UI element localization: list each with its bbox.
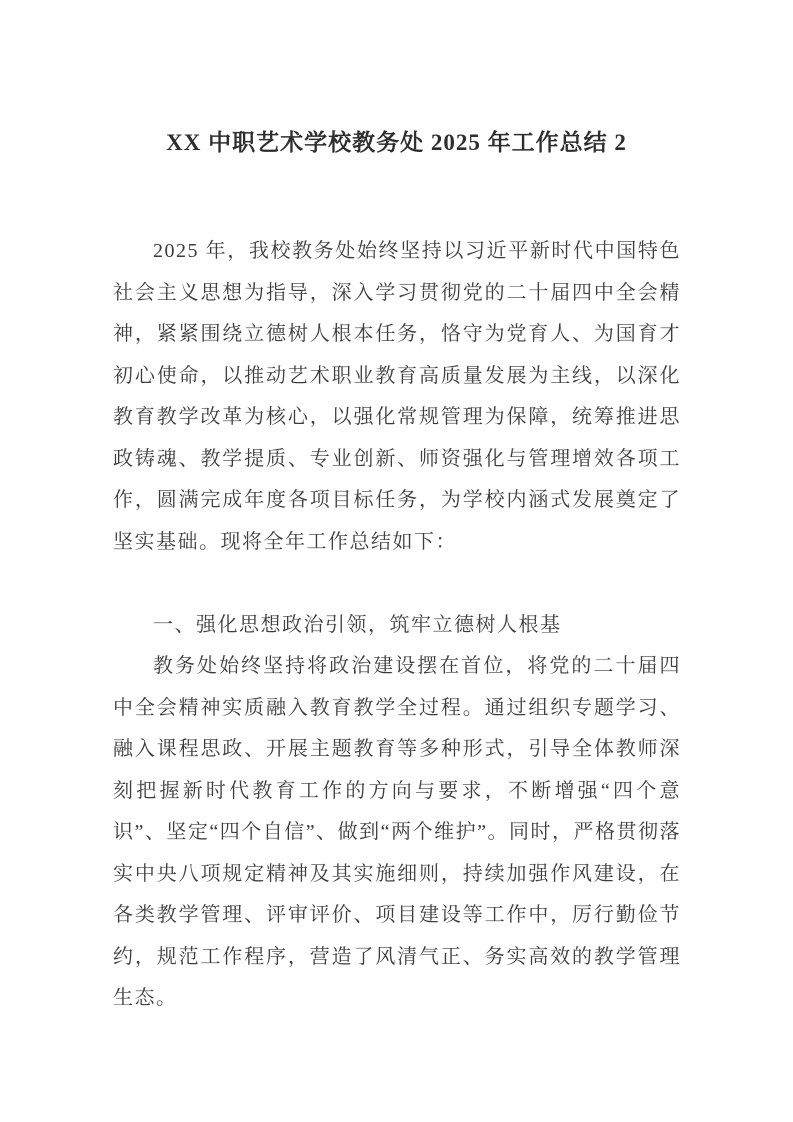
document-title: XX 中职艺术学校教务处 2025 年工作总结 2: [166, 130, 627, 155]
section-1-paragraph: 教务处始终坚持将政治建设摆在首位，将党的二十届四中全会精神实质融入教育教学全过程。通过组织专题学习、融入课程思政、开展主题教育等多种形式，引导全体教师深刻把握新时代教育工作的方向与要求，不断增强“四个意识”、坚定“四个自信”、做到“两个维护”。同时，严格贯彻落实中央八项规定精神及其实施细则，持续加强作风建设，在各类教学管理、评审评价、项目建设等工作中，厉行勤俭节约，规范工作程序，营造了风清气正、务实高效的教学管理生态。: [113, 655, 681, 1009]
section-heading-1: 一、强化思想政治引领，筑牢立德树人根基: [153, 613, 562, 636]
intro-paragraph: 2025 年，我校教务处始终坚持以习近平新时代中国特色社会主义思想为指导，深入学习贯彻党的二十届四中全会精神，紧紧围绕立德树人根本任务，恪守为党育人、为国育才初心使命，以推动艺术职业教育高质量发展为主线，以深化教育教学改革为核心，以强化常规管理为保障，统筹推进思政铸魂、教学提质、专业创新、师资强化与管理增效各项工作，圆满完成年度各项目标任务，为学校内涵式发展奠定了坚实基础。现将全年工作总结如下：: [113, 240, 681, 553]
document-body: [113, 231, 681, 1020]
